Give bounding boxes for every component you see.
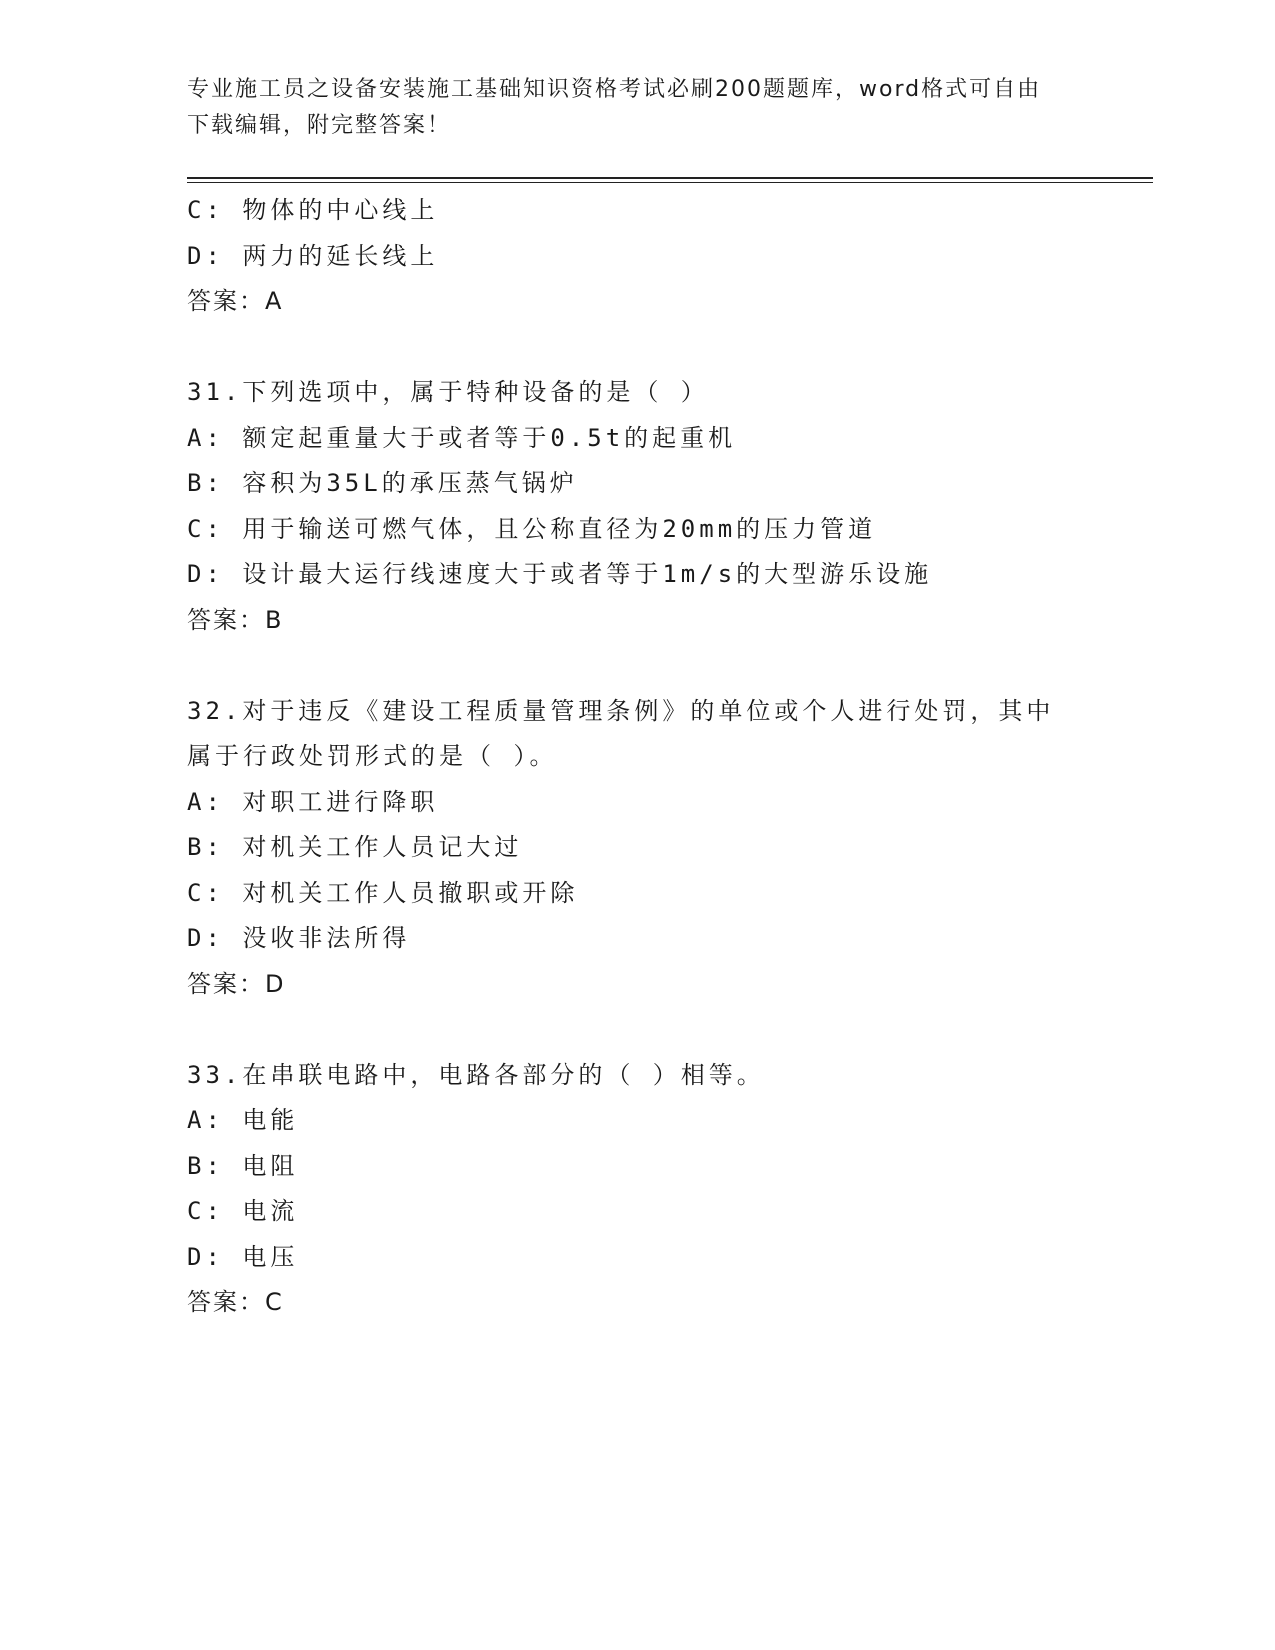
option-b: B: 电阻 <box>187 1151 299 1180</box>
option-d: D: 没收非法所得 <box>187 924 411 952</box>
question-content <box>187 188 1087 1326</box>
question-stem: 31.下列选项中，属于特种设备的是（ ） <box>187 378 709 406</box>
question-33 <box>187 1053 1087 1326</box>
header-line-1: 专业施工员之设备安装施工基础知识资格考试必刷200题题库，word格式可自由 <box>187 77 1042 102</box>
header-line-2: 下载编辑，附完整答案！ <box>187 113 452 138</box>
option-c: C: 对机关工作人员撤职或开除 <box>187 878 579 907</box>
question-32 <box>187 689 1087 1008</box>
question-31 <box>187 370 1087 643</box>
header-rule-thin <box>187 182 1153 183</box>
option-a: A: 额定起重量大于或者等于0.5t的起重机 <box>187 423 737 452</box>
page-header <box>187 72 1087 144</box>
question-stem-continued: 属于行政处罚形式的是（ ）。 <box>187 742 558 770</box>
option-c: C: 物体的中心线上 <box>187 196 439 224</box>
answer: 答案：D <box>187 969 286 998</box>
option-b: B: 对机关工作人员记大过 <box>187 833 523 861</box>
option-a: A: 电能 <box>187 1106 299 1134</box>
answer: 答案：C <box>187 1288 284 1316</box>
option-d: D: 设计最大运行线速度大于或者等于1m/s的大型游乐设施 <box>187 560 933 588</box>
spacer <box>187 643 1087 689</box>
previous-question-tail <box>187 188 1087 325</box>
answer: 答案：B <box>187 605 284 634</box>
answer: 答案：A <box>187 287 284 315</box>
spacer <box>187 325 1087 371</box>
spacer <box>187 1007 1087 1053</box>
option-d: D: 电压 <box>187 1242 299 1271</box>
option-a: A: 对职工进行降职 <box>187 787 439 816</box>
option-d: D: 两力的延长线上 <box>187 241 439 270</box>
option-c: C: 电流 <box>187 1197 299 1225</box>
option-b: B: 容积为35L的承压蒸气锅炉 <box>187 469 578 497</box>
header-rule-thick <box>187 177 1153 179</box>
question-stem: 32.对于违反《建设工程质量管理条例》的单位或个人进行处罚，其中 <box>187 696 1055 725</box>
question-stem: 33.在串联电路中，电路各部分的（ ）相等。 <box>187 1060 765 1089</box>
option-c: C: 用于输送可燃气体，且公称直径为20mm的压力管道 <box>187 514 877 543</box>
